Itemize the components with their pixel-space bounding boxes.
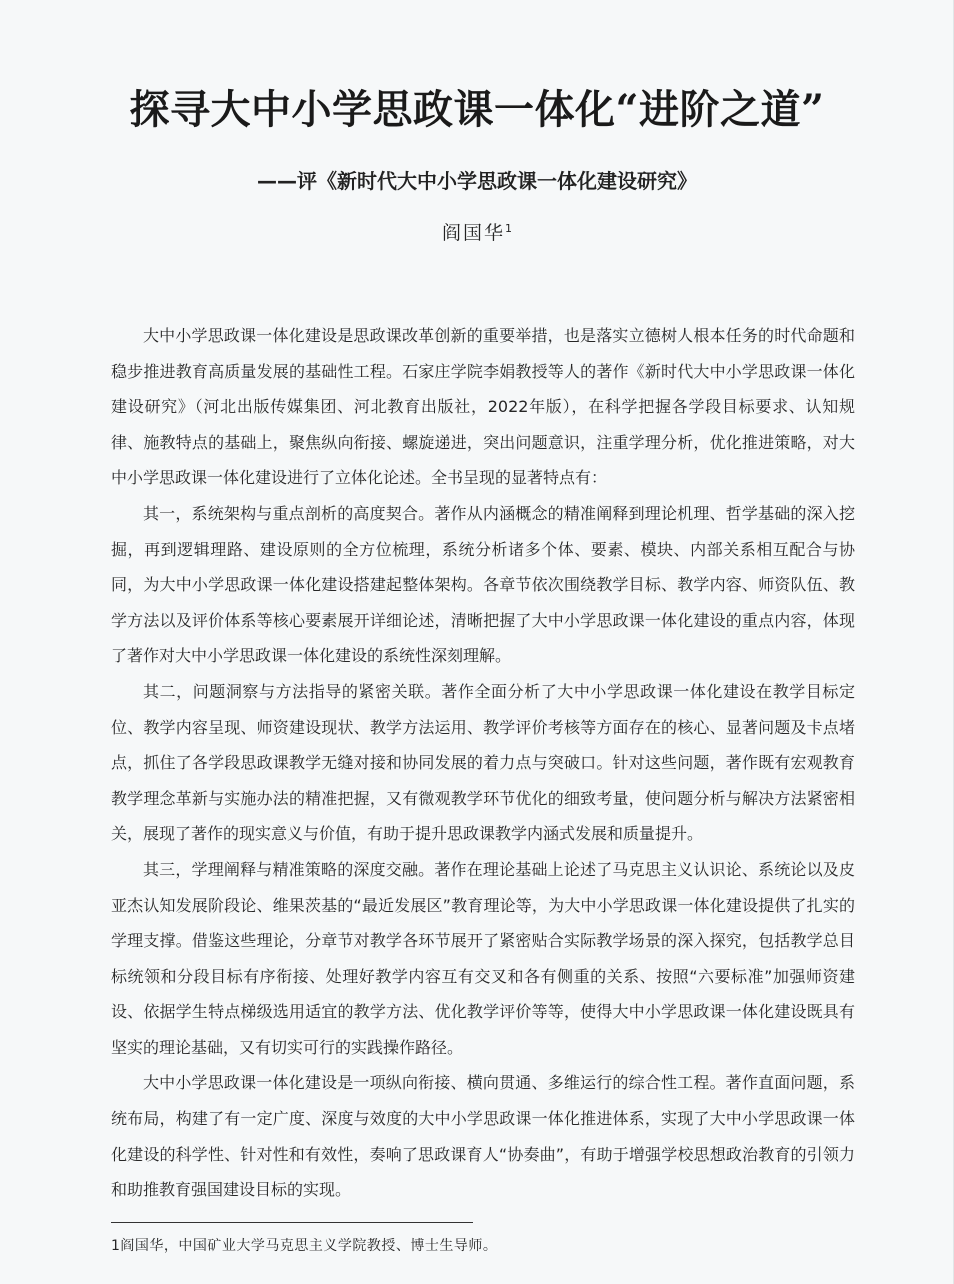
author-line: [0, 218, 954, 248]
paragraph-point-1: 其一，系统架构与重点剖析的高度契合。著作从内涵概念的精准阐释到理论机理、哲学基础的深入挖掘，再到逻辑理路、建设原则的全方位梳理，系统分析诸多个体、要素、模块、内部关系相互配合与协同，为大中小学思政课一体化建设搭建起整体架构。各章节依次围绕教学目标、教学内容、师资队伍、教学方法以及评价体系等核心要素展开详细论述，清晰把握了大中小学思政课一体化建设的重点内容，体现了著作对大中小学思政课一体化建设的系统性深刻理解。: [111, 503, 855, 666]
paragraph-conclusion: 大中小学思政课一体化建设是一项纵向衔接、横向贯通、多维运行的综合性工程。著作直面问题，系统布局，构建了有一定广度、深度与效度的大中小学思政课一体化推进体系，实现了大中小学思政课一体化建设的科学性、针对性和有效性，奏响了思政课育人“协奏曲”，有助于增强学校思想政治教育的引领力和助推教育强国建设目标的实现。: [111, 1073, 855, 1200]
paragraph-point-3: 其三，学理阐释与精准策略的深度交融。著作在理论基础上论述了马克思主义认识论、系统论以及皮亚杰认知发展阶段论、维果茨基的“最近发展区”教育理论等，为大中小学思政课一体化建设提供了扎实的学理支撑。借鉴这些理论，分章节对教学各环节展开了紧密贴合实际教学场景的深入探究，包括教学总目标统领和分段目标有序衔接、处理好教学内容互有交叉和各有侧重的关系、按照“六要标准”加强师资建设、依据学生特点梯级选用适宜的教学方法、优化教学评价等等，使得大中小学思政课一体化建设既具有坚实的理论基础，又有切实可行的实践操作路径。: [111, 859, 855, 1057]
author-footnote-mark: 1: [505, 222, 512, 235]
article-subtitle: ——评《新时代大中小学思政课一体化建设研究》: [257, 169, 697, 193]
footnote-divider: [111, 1222, 473, 1223]
author-name: 阎国华: [441, 222, 505, 244]
paragraph-point-2: 其二，问题洞察与方法指导的紧密关联。著作全面分析了大中小学思政课一体化建设在教学目标定位、教学内容呈现、师资建设现状、教学方法运用、教学评价考核等方面存在的核心、显著问题及卡点堵点，抓住了各学段思政课教学无缝对接和协同发展的着力点与突破口。针对这些问题，著作既有宏观教育教学理念革新与实施办法的精准把握，又有微观教学环节优化的细致考量，使问题分析与解决方法紧密相关，展现了著作的现实意义与价值，有助于提升思政课教学内涵式发展和质量提升。: [111, 681, 855, 844]
footnote: 1阎国华，中国矿业大学马克思主义学院教授、博士生导师。: [111, 1238, 498, 1254]
article-body: [111, 318, 855, 1208]
paragraph-intro: 大中小学思政课一体化建设是思政课改革创新的重要举措，也是落实立德树人根本任务的时代命题和稳步推进教育高质量发展的基础性工程。石家庄学院李娟教授等人的著作《新时代大中小学思政课一体化建设研究》（河北出版传媒集团、河北教育出版社，2022年版），在科学把握各学段目标要求、认知规律、施教特点的基础上，聚焦纵向衔接、螺旋递进，突出问题意识，注重学理分析，优化推进策略，对大中小学思政课一体化建设进行了立体化论述。全书呈现的显著特点有：: [111, 326, 855, 488]
article-title: 探寻大中小学思政课一体化“进阶之道”: [129, 86, 825, 133]
